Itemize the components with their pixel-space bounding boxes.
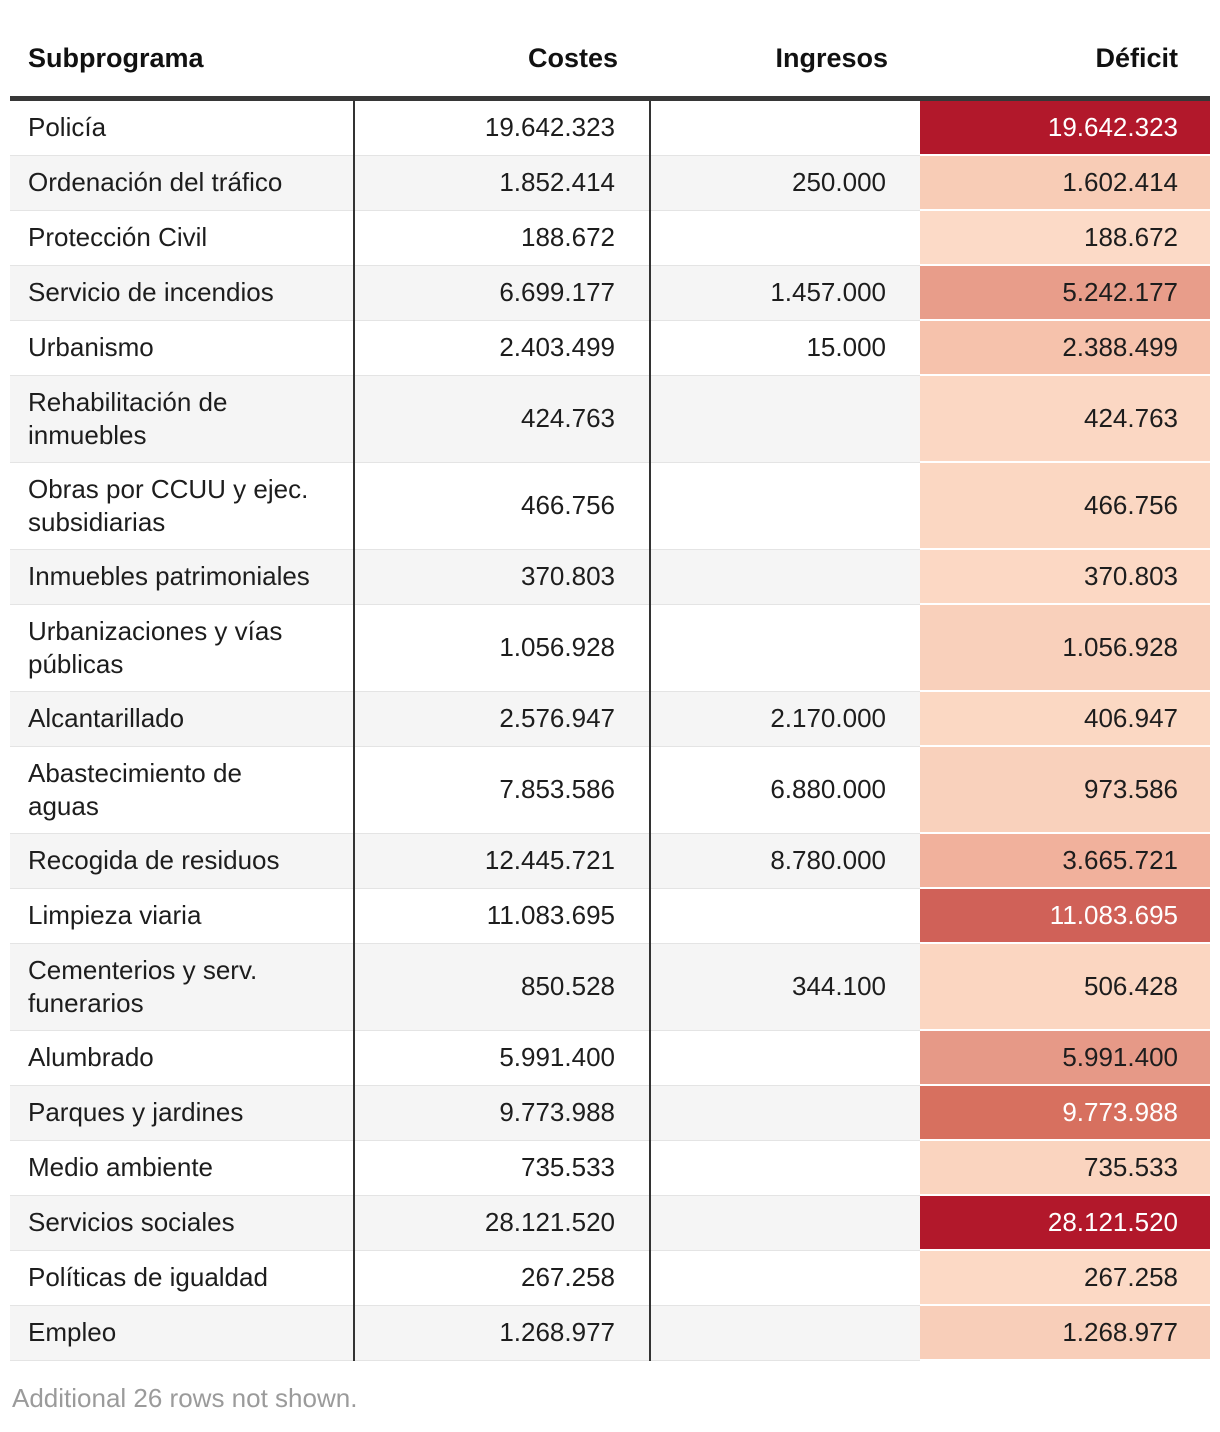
ingresos-cell: 344.100 [650, 943, 920, 1030]
costes-cell: 735.533 [354, 1140, 650, 1195]
costes-cell: 370.803 [354, 549, 650, 604]
deficit-cell: 267.258 [920, 1250, 1210, 1305]
subprograma-cell: Parques y jardines [10, 1085, 354, 1140]
table-row [10, 375, 1210, 462]
subprograma-cell: Políticas de igualdad [10, 1250, 354, 1305]
costes-cell: 1.852.414 [354, 155, 650, 210]
subprograma-cell: Abastecimiento de aguas [10, 746, 354, 833]
ingresos-cell [650, 549, 920, 604]
ingresos-cell: 1.457.000 [650, 265, 920, 320]
costes-cell: 1.056.928 [354, 604, 650, 691]
table-row [10, 1305, 1210, 1360]
ingresos-cell: 250.000 [650, 155, 920, 210]
table-row [10, 943, 1210, 1030]
table-row [10, 1085, 1210, 1140]
table-row [10, 888, 1210, 943]
deficit-cell: 5.991.400 [920, 1030, 1210, 1085]
table-body [10, 99, 1210, 1361]
ingresos-cell: 2.170.000 [650, 691, 920, 746]
ingresos-cell [650, 1085, 920, 1140]
costes-cell: 267.258 [354, 1250, 650, 1305]
footer-note: Additional 26 rows not shown. [12, 1383, 358, 1413]
table-row [10, 1030, 1210, 1085]
deficit-cell: 735.533 [920, 1140, 1210, 1195]
deficit-cell: 19.642.323 [920, 99, 1210, 156]
ingresos-cell [650, 210, 920, 265]
costes-cell: 5.991.400 [354, 1030, 650, 1085]
costes-cell: 2.403.499 [354, 320, 650, 375]
costes-cell: 424.763 [354, 375, 650, 462]
column-header-costes: Costes [354, 20, 650, 99]
subprograma-cell: Limpieza viaria [10, 888, 354, 943]
subprograma-cell: Policía [10, 99, 354, 156]
deficit-cell: 466.756 [920, 462, 1210, 549]
column-header-subprograma: Subprograma [10, 20, 354, 99]
deficit-cell: 973.586 [920, 746, 1210, 833]
costes-cell: 1.268.977 [354, 1305, 650, 1360]
costes-cell: 9.773.988 [354, 1085, 650, 1140]
table-row [10, 691, 1210, 746]
subprograma-cell: Medio ambiente [10, 1140, 354, 1195]
subprograma-cell: Cementerios y serv. funerarios [10, 943, 354, 1030]
table-row [10, 604, 1210, 691]
deficit-cell: 28.121.520 [920, 1195, 1210, 1250]
subprograma-cell: Inmuebles patrimoniales [10, 549, 354, 604]
deficit-cell: 1.602.414 [920, 155, 1210, 210]
subprograma-cell: Recogida de residuos [10, 833, 354, 888]
deficit-cell: 1.268.977 [920, 1305, 1210, 1360]
deficit-cell: 506.428 [920, 943, 1210, 1030]
table-row [10, 1140, 1210, 1195]
table-row [10, 320, 1210, 375]
costes-cell: 12.445.721 [354, 833, 650, 888]
subprograma-cell: Servicio de incendios [10, 265, 354, 320]
header-row [10, 20, 1210, 99]
ingresos-cell: 15.000 [650, 320, 920, 375]
ingresos-cell: 6.880.000 [650, 746, 920, 833]
subprograma-cell: Obras por CCUU y ejec. subsidiarias [10, 462, 354, 549]
table-row [10, 210, 1210, 265]
subprograma-cell: Rehabilitación de inmuebles [10, 375, 354, 462]
deficit-cell: 424.763 [920, 375, 1210, 462]
table-row [10, 462, 1210, 549]
ingresos-cell [650, 99, 920, 156]
subprograma-cost-table [10, 20, 1210, 1361]
subprograma-cell: Protección Civil [10, 210, 354, 265]
column-header-deficit: Déficit [920, 20, 1210, 99]
ingresos-cell [650, 375, 920, 462]
subprograma-cell: Alumbrado [10, 1030, 354, 1085]
costes-cell: 19.642.323 [354, 99, 650, 156]
costes-cell: 188.672 [354, 210, 650, 265]
table-row [10, 1195, 1210, 1250]
table-row [10, 99, 1210, 156]
table-row [10, 549, 1210, 604]
costes-cell: 7.853.586 [354, 746, 650, 833]
costes-cell: 28.121.520 [354, 1195, 650, 1250]
ingresos-cell [650, 1140, 920, 1195]
subprograma-cell: Servicios sociales [10, 1195, 354, 1250]
costes-cell: 11.083.695 [354, 888, 650, 943]
deficit-cell: 5.242.177 [920, 265, 1210, 320]
ingresos-cell [650, 888, 920, 943]
ingresos-cell: 8.780.000 [650, 833, 920, 888]
ingresos-cell [650, 1195, 920, 1250]
subprograma-cell: Urbanismo [10, 320, 354, 375]
deficit-cell: 1.056.928 [920, 604, 1210, 691]
costes-cell: 850.528 [354, 943, 650, 1030]
table-row [10, 155, 1210, 210]
costes-cell: 466.756 [354, 462, 650, 549]
ingresos-cell [650, 1030, 920, 1085]
ingresos-cell [650, 604, 920, 691]
subprograma-cell: Alcantarillado [10, 691, 354, 746]
deficit-cell: 2.388.499 [920, 320, 1210, 375]
deficit-cell: 11.083.695 [920, 888, 1210, 943]
table-row [10, 833, 1210, 888]
subprograma-cell: Empleo [10, 1305, 354, 1360]
costes-cell: 2.576.947 [354, 691, 650, 746]
deficit-cell: 9.773.988 [920, 1085, 1210, 1140]
table-row [10, 1250, 1210, 1305]
deficit-cell: 3.665.721 [920, 833, 1210, 888]
table-row [10, 746, 1210, 833]
subprograma-cell: Urbanizaciones y vías públicas [10, 604, 354, 691]
ingresos-cell [650, 462, 920, 549]
column-header-ingresos: Ingresos [650, 20, 920, 99]
subprograma-cell: Ordenación del tráfico [10, 155, 354, 210]
ingresos-cell [650, 1305, 920, 1360]
table-row [10, 265, 1210, 320]
deficit-cell: 370.803 [920, 549, 1210, 604]
cost-deficit-table-page [10, 20, 1210, 1413]
costes-cell: 6.699.177 [354, 265, 650, 320]
deficit-cell: 188.672 [920, 210, 1210, 265]
deficit-cell: 406.947 [920, 691, 1210, 746]
table-header [10, 20, 1210, 99]
ingresos-cell [650, 1250, 920, 1305]
